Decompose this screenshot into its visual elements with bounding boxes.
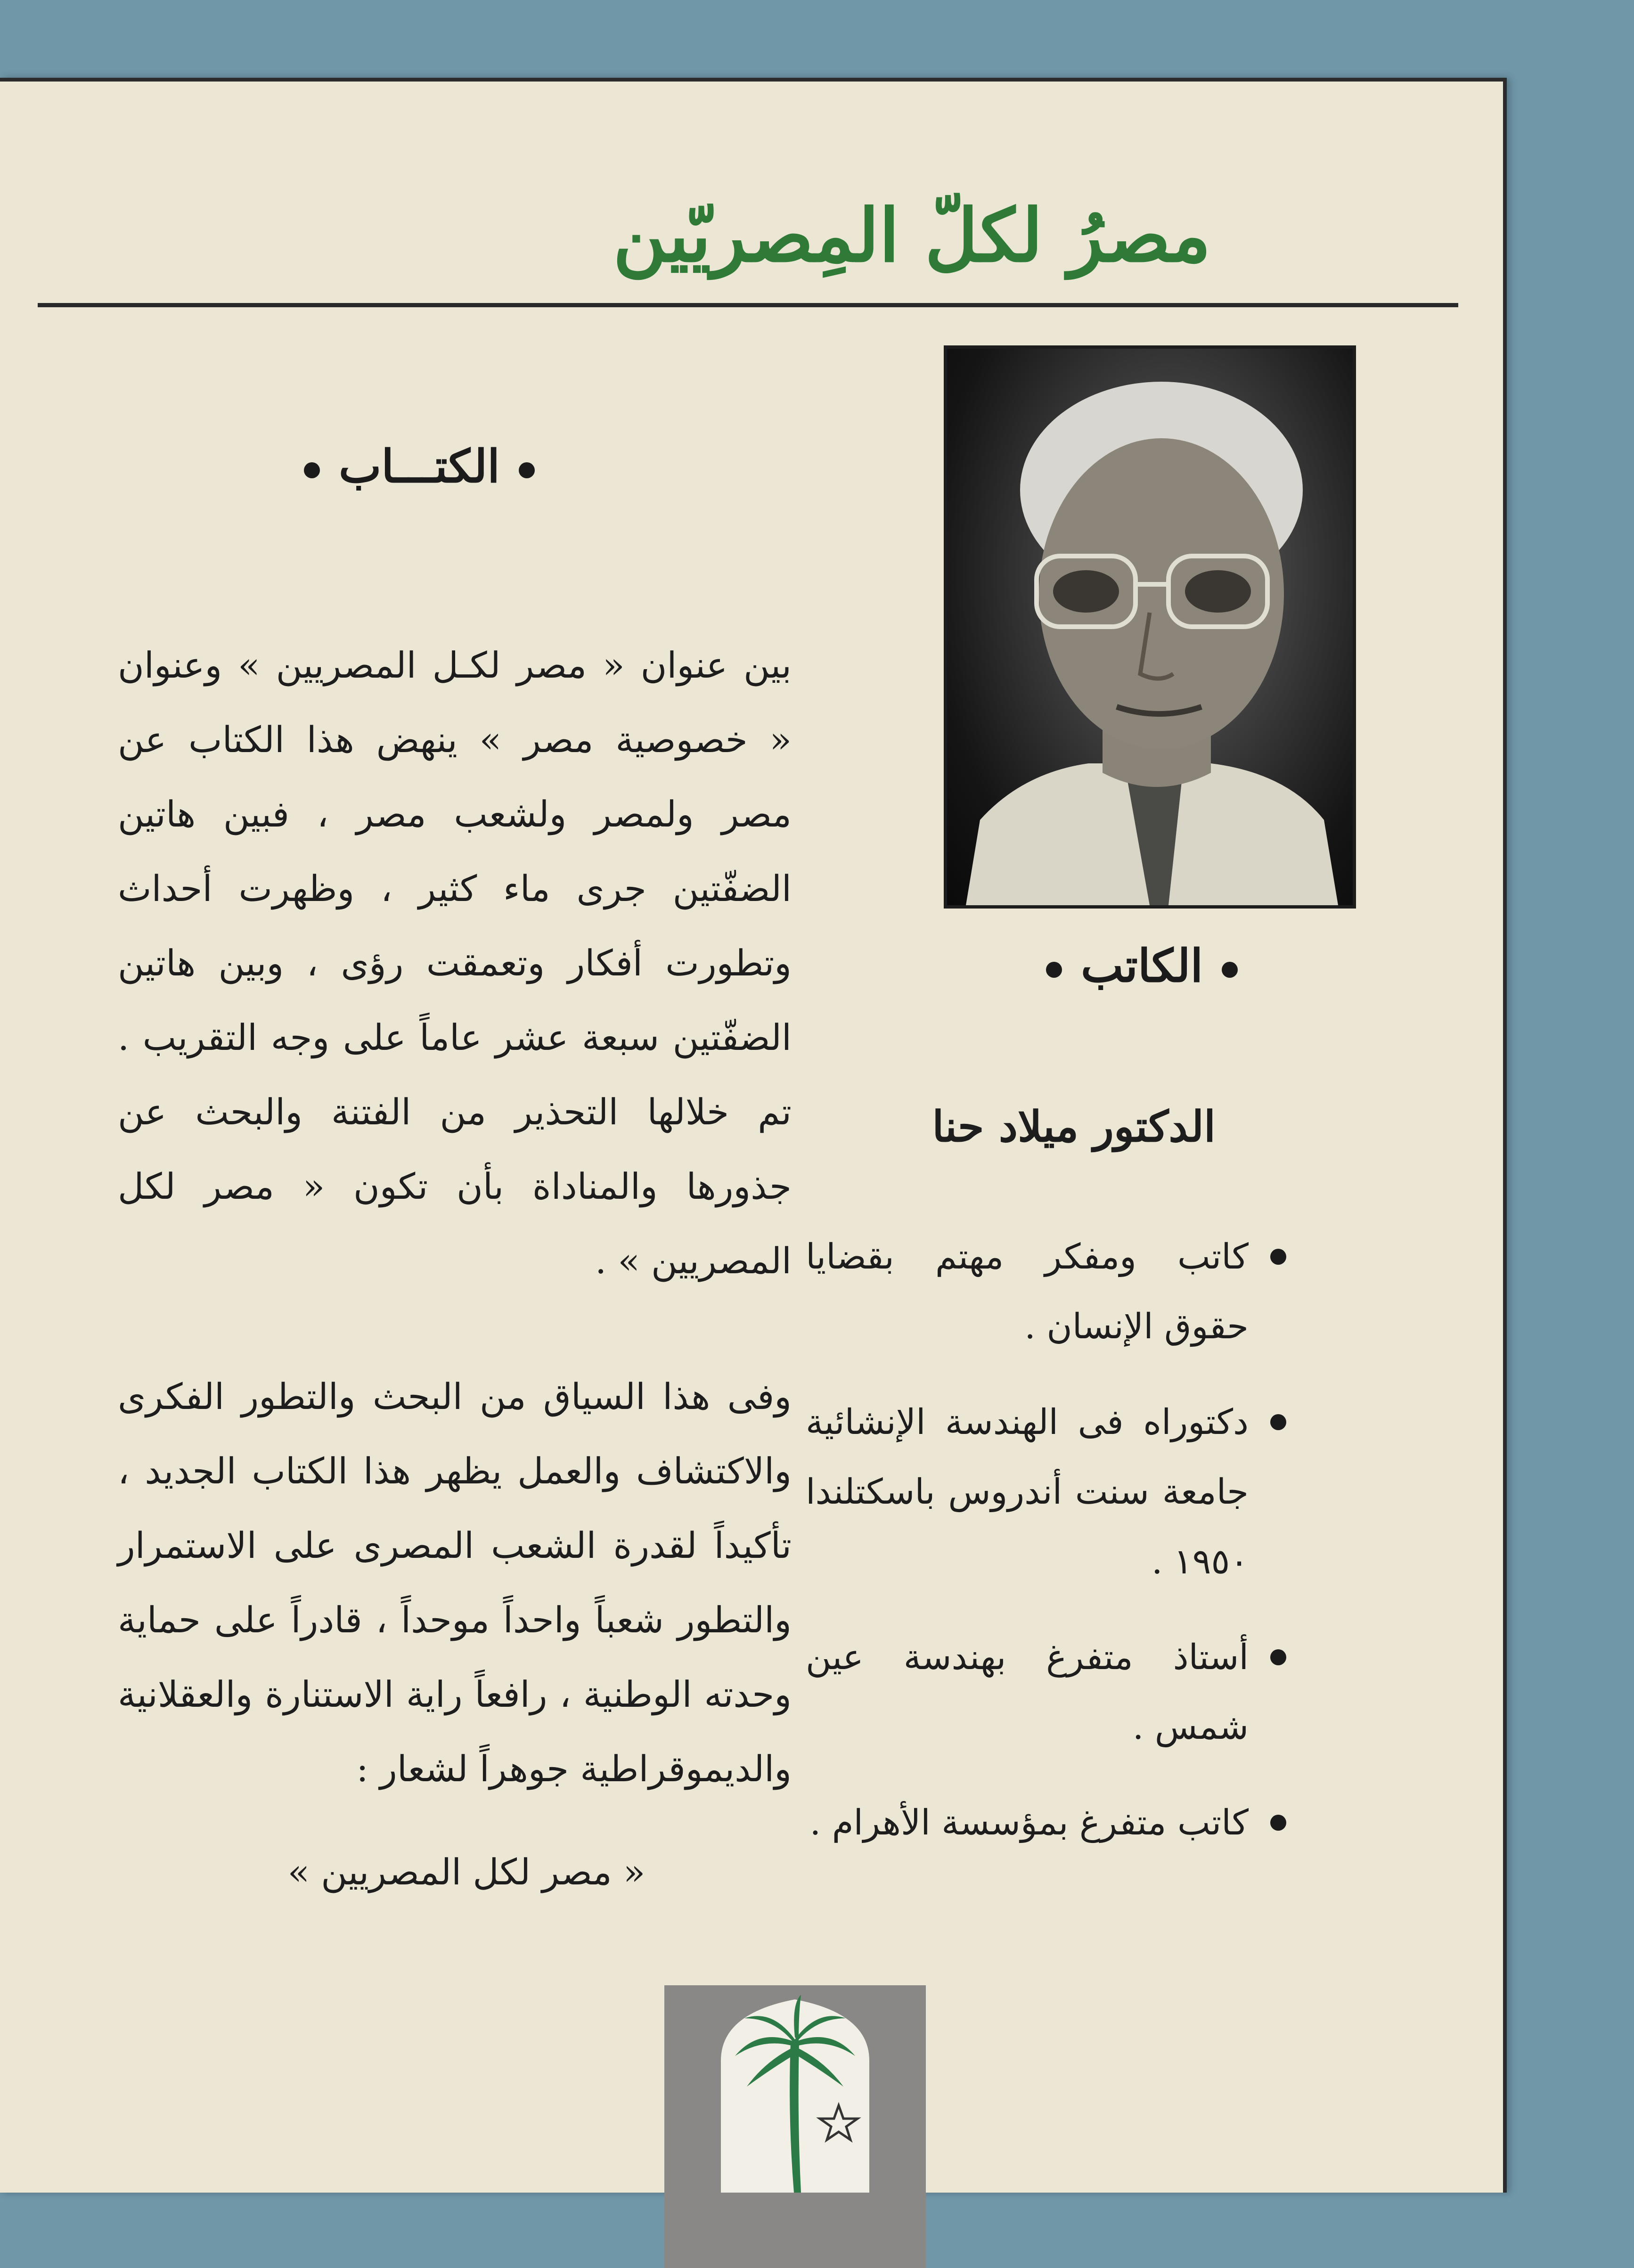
publisher-logo <box>664 1985 926 2268</box>
bullet-icon <box>1270 1249 1286 1265</box>
author-heading-label: الكاتب <box>1081 939 1203 992</box>
header-divider <box>38 303 1458 307</box>
list-item: كاتب متفرغ بمؤسسة الأهرام . <box>806 1788 1286 1858</box>
book-description <box>118 628 792 1806</box>
author-facts-list <box>806 1222 1286 1858</box>
book-slogan: « مصر لكل المصريين » <box>287 1851 645 1893</box>
bullet-icon <box>519 462 535 478</box>
cover-title: مصرُ لكلّ المِصريّين <box>613 192 1211 278</box>
bullet-icon <box>1270 1649 1286 1665</box>
author-name: الدكتور ميلاد حنا <box>932 1102 1216 1152</box>
bullet-icon <box>1270 1414 1286 1430</box>
bullet-icon <box>1270 1815 1286 1831</box>
back-cover-page <box>0 78 1507 2193</box>
book-section-heading <box>285 440 554 493</box>
bullet-icon <box>1222 962 1238 978</box>
author-photo <box>944 345 1356 909</box>
book-paragraph-2: وفى هذا السياق من البحث والتطور الفكرى والاكتشاف والعمل يظهر هذا الكتاب الجديد ، تأكيداً لقدرة الشعب المصرى على الاستمرار والتطور شعباً واحداً موحداً ، قادراً على حماية وحدته الوطنية ، رافعاً راية الاستنارة والعقلانية والديموقراطية جوهراً لشعار : <box>118 1376 792 1790</box>
book-paragraph-1: بين عنوان « مصر لكـل المصريين » وعنوان « خصوصية مصر » ينهض هذا الكتاب عن مصر ولمصر ولشعب مصر ، فبين هاتين الضفّتين جرى ماء كثير ، وظهرت أحداث وتطورت أفكار وتعمقت رؤى ، وبين هاتين الضفّتين سبعة عشر عاماً على وجه التقريب . تم خلالها التحذير من الفتنة والبحث عن جذورها والمناداة بأن تكون « مصر لكل المصريين » . <box>118 644 792 1282</box>
list-item: كاتب ومفكر مهتم بقضايا حقوق الإنسان . <box>806 1222 1286 1361</box>
book-heading-label: الكتـــاب <box>339 440 500 493</box>
bullet-icon <box>1046 962 1062 978</box>
list-item: أستاذ متفرغ بهندسة عين شمس . <box>806 1622 1286 1762</box>
list-item: دكتوراه فى الهندسة الإنشائية جامعة سنت أندروس باسكتلندا ١٩٥٠ . <box>806 1387 1286 1597</box>
author-section-heading <box>1027 939 1257 992</box>
bullet-icon <box>304 462 320 478</box>
